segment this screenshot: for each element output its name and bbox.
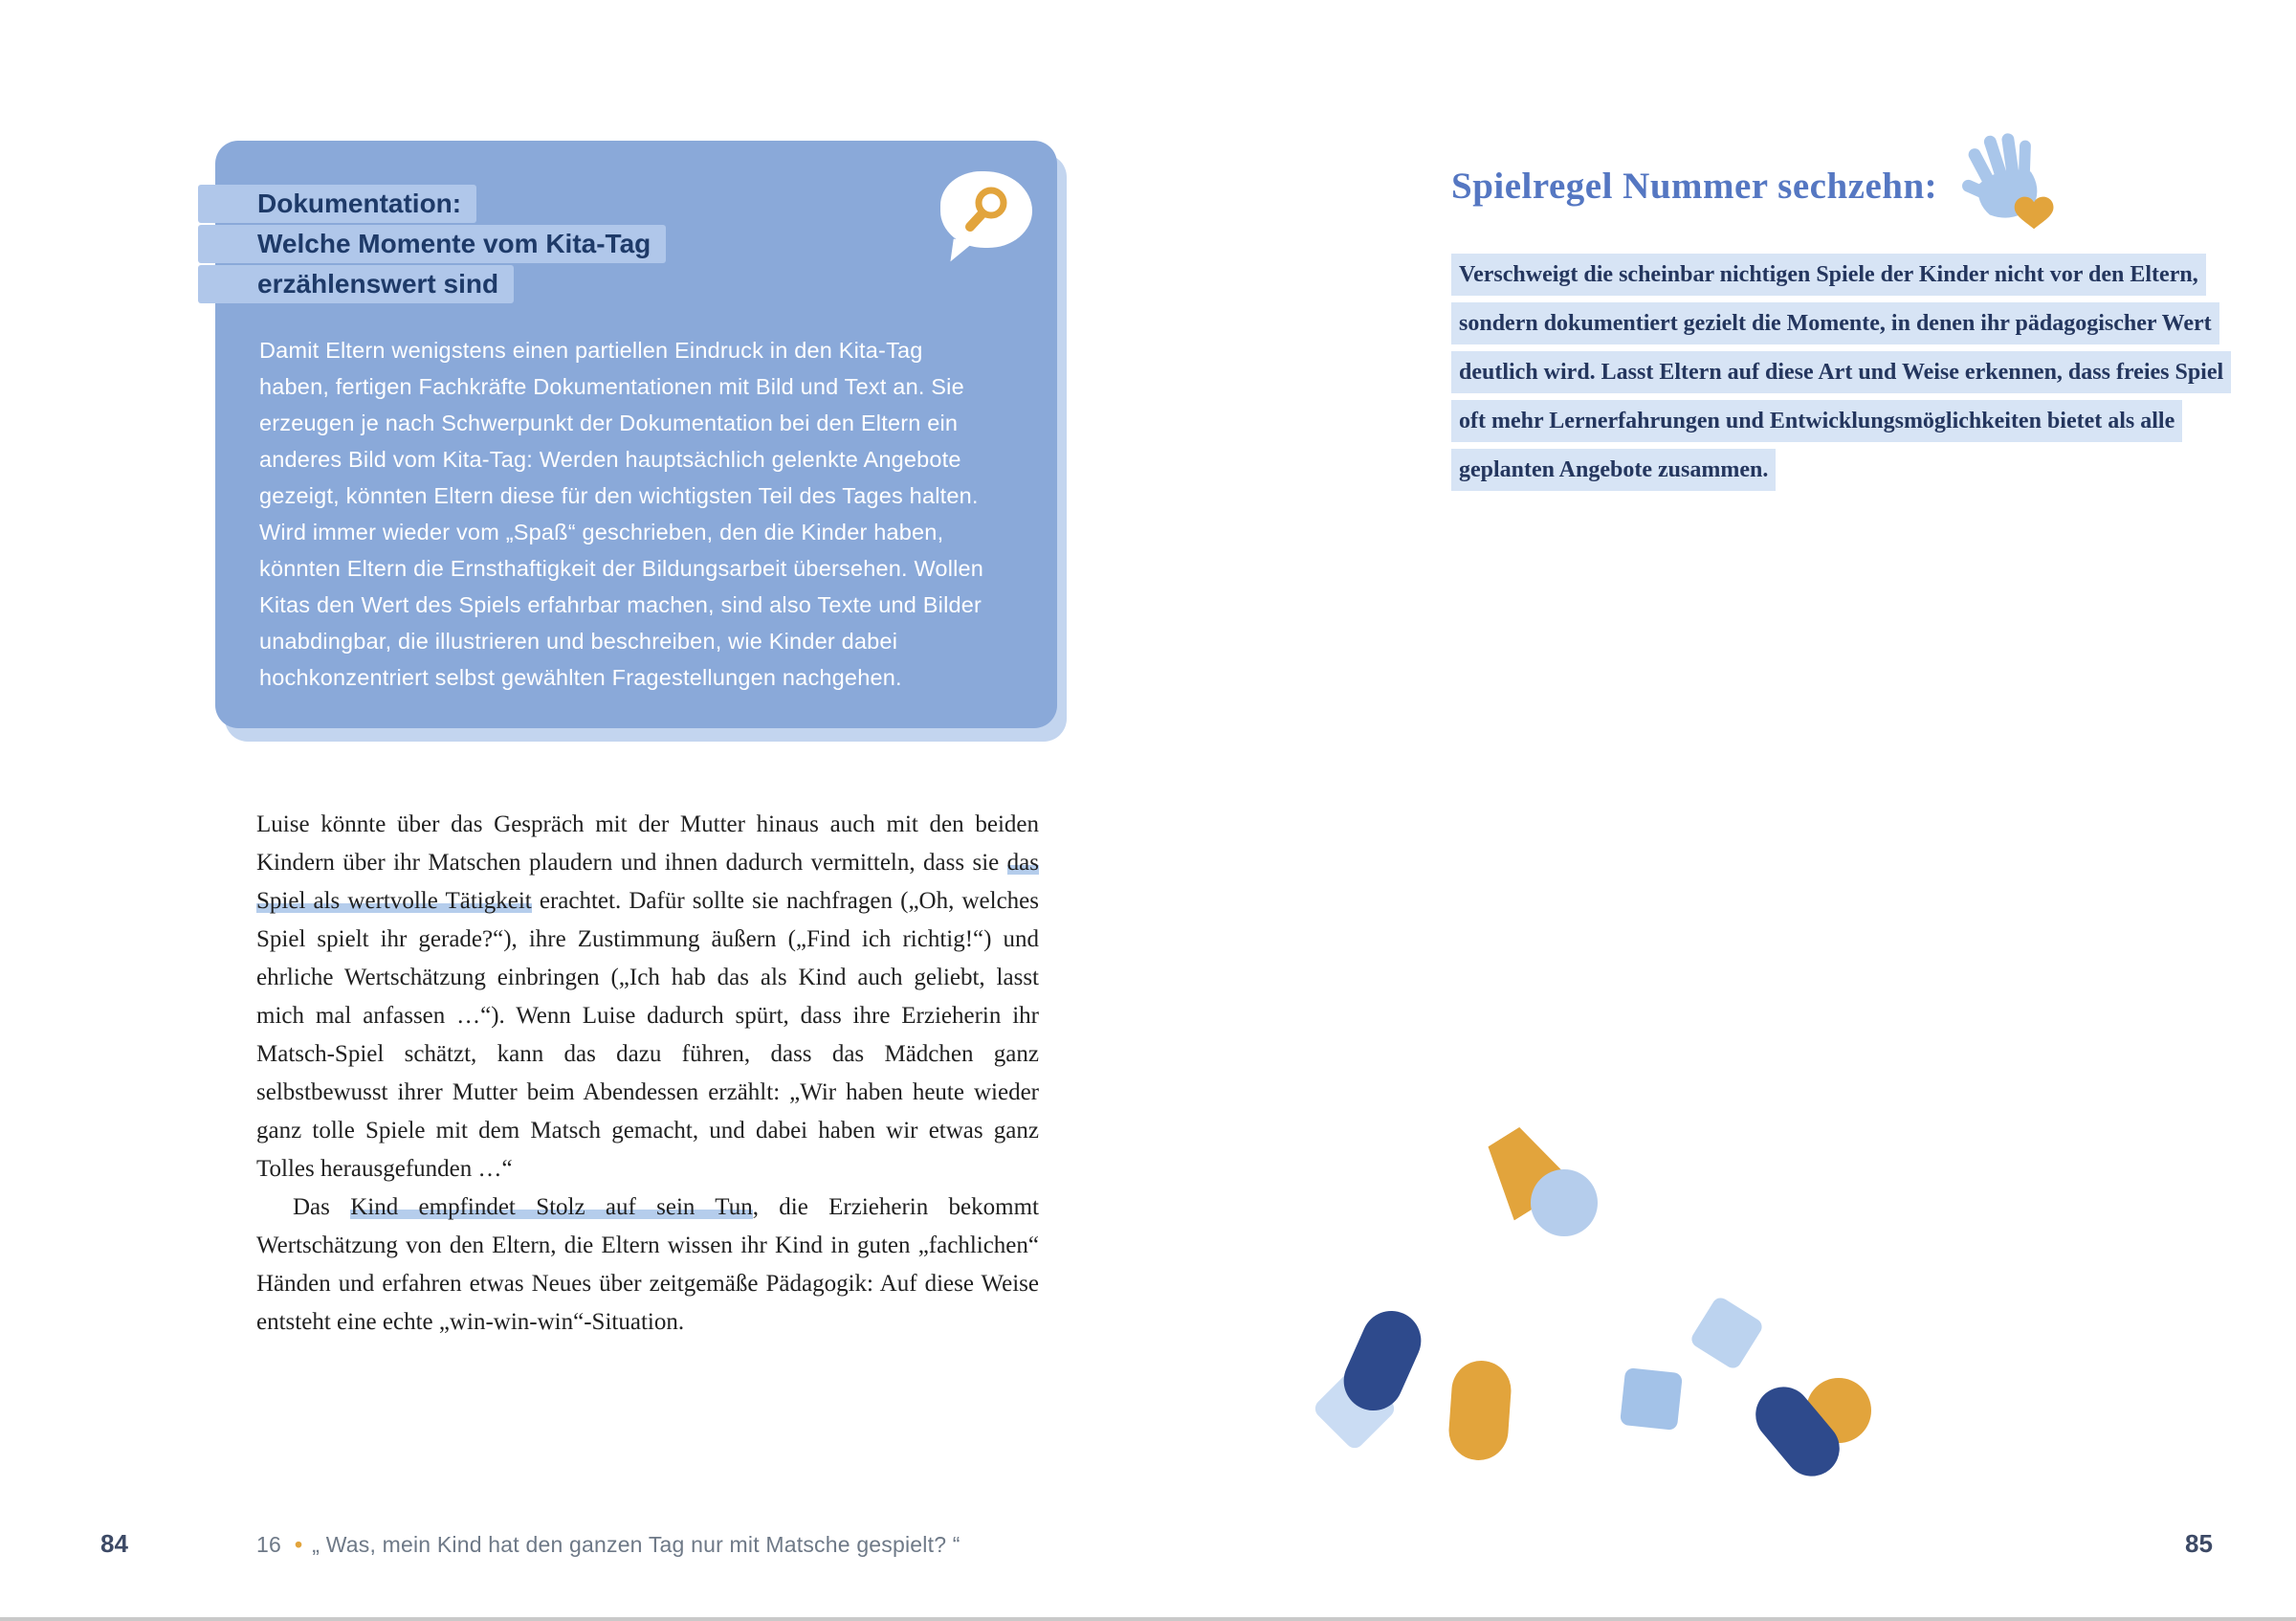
rule-text-block [1451,251,2234,495]
gold-cylinder-shape [1446,1359,1512,1462]
info-box-title [259,185,1013,303]
light-blue-circle-shape [1531,1169,1598,1236]
info-box-title-line-1: Dokumentation: [198,185,476,223]
main-text-block [256,806,1039,1342]
info-box-body: Damit Eltern wenigstens einen partiellen Eindruck in den Kita-Tag haben, fertigen Fachkräfte Dokumentationen mit Bild und Text an. Sie erzeugen je nach Schwerpunkt der Dokumentation bei den Eltern ein anderes Bild vom Kita-Tag: Werden hauptsächlich gelenkte Angebote gezeigt, könnten Eltern diese für den wichtigsten Teil des Tages halten. Wird immer wieder vom „Spaß“ geschrieben, den die Kinder haben, könnten Eltern die Ernsthaftigkeit der Bildungsarbeit übersehen. Wollen Kitas den Wert des Spiels erfahrbar machen, sind also Texte und Bilder unabdingbar, die illustrieren und beschreiben, wie Kinder dabei hochkonzentriert selbst gewählten Fragestellungen nachgehen. [259,338,984,690]
paragraph-2-text-cont: , die Erzieherin bekommt Wertschätzung von den Eltern, die Eltern wissen ihr Kind in guten „fachlichen“ Händen und erfahren etwas Neues über zeitgemäße Pädagogik: Auf diese Weise entsteht eine echte „win-win-win“-Situation. [256,1194,1039,1335]
underlined-phrase-2: Kind empfindet Stolz auf sein Tun [350,1194,753,1220]
page-bottom-rule [0,1617,2296,1621]
light-blue-square-shape [1620,1367,1683,1431]
paragraph-2-text: Das [293,1194,351,1220]
info-box-title-line-2: Welche Momente vom Kita-Tag [198,225,666,263]
paragraph-1-text: Luise könnte über das Gespräch mit der Mutter hinaus auch mit den beiden Kindern über ihr Matschen plaudern und ihnen dadurch vermitteln, dass sie [256,811,1039,876]
rule-text: Verschweigt die scheinbar nichtigen Spiele der Kinder nicht vor den Eltern, sondern dokumentiert gezielt die Momente, in denen ihr pädagogischer Wert deutlich wird. Lasst Eltern auf diese Art und Weise erkennen, dass freies Spiel oft mehr Lernerfahrungen und Entwicklungsmöglichkeiten bietet als alle geplanten Angebote zusammen. [1451,254,2231,491]
page-number-left: 84 [100,1529,128,1558]
chapter-bullet: • [294,1532,303,1557]
underlined-phrase-1: das Spiel als wertvolle Tätigkeit [256,850,1039,914]
chapter-number: 16 [256,1532,281,1557]
waving-hand-with-heart-icon [1948,126,2061,241]
chapter-title: „ Was, mein Kind hat den ganzen Tag nur mit Matsche gespielt? “ [312,1532,960,1557]
paragraph-1 [256,806,1039,1188]
paragraph-1-text-cont: erachtet. Dafür sollte sie nachfragen („Oh, welches Spiel spielt ihr gerade?“), ihre Zustimmung äußern („Find ich richtig!“) und ehrliche Wertschätzung einbringen („Ich hab das als Kind auch geliebt, lasst mich mal anfassen …“). Wenn Luise dadurch spürt, dass ihre Erzieherin ihr Matsch-Spiel schätzt, kann das dazu führen, dass das Mädchen ganz selbstbewusst ihrer Mutter beim Abendessen erzählt: „Wir haben heute wieder ganz tolle Spiele mit dem Matsch gemacht, und dabei haben wir etwas ganz Tolles herausgefunden …“ [256,888,1039,1182]
info-box-content [215,141,1057,696]
running-footer [256,1532,960,1558]
rule-heading: Spielregel Nummer sechzehn: [1451,166,1938,207]
info-box-title-line-3: erzählenswert sind [198,265,514,303]
paragraph-2 [256,1188,1039,1342]
light-blue-tilted-square-shape [1689,1295,1765,1371]
page-number-right: 85 [2185,1529,2213,1558]
documentation-info-box [215,141,1057,728]
